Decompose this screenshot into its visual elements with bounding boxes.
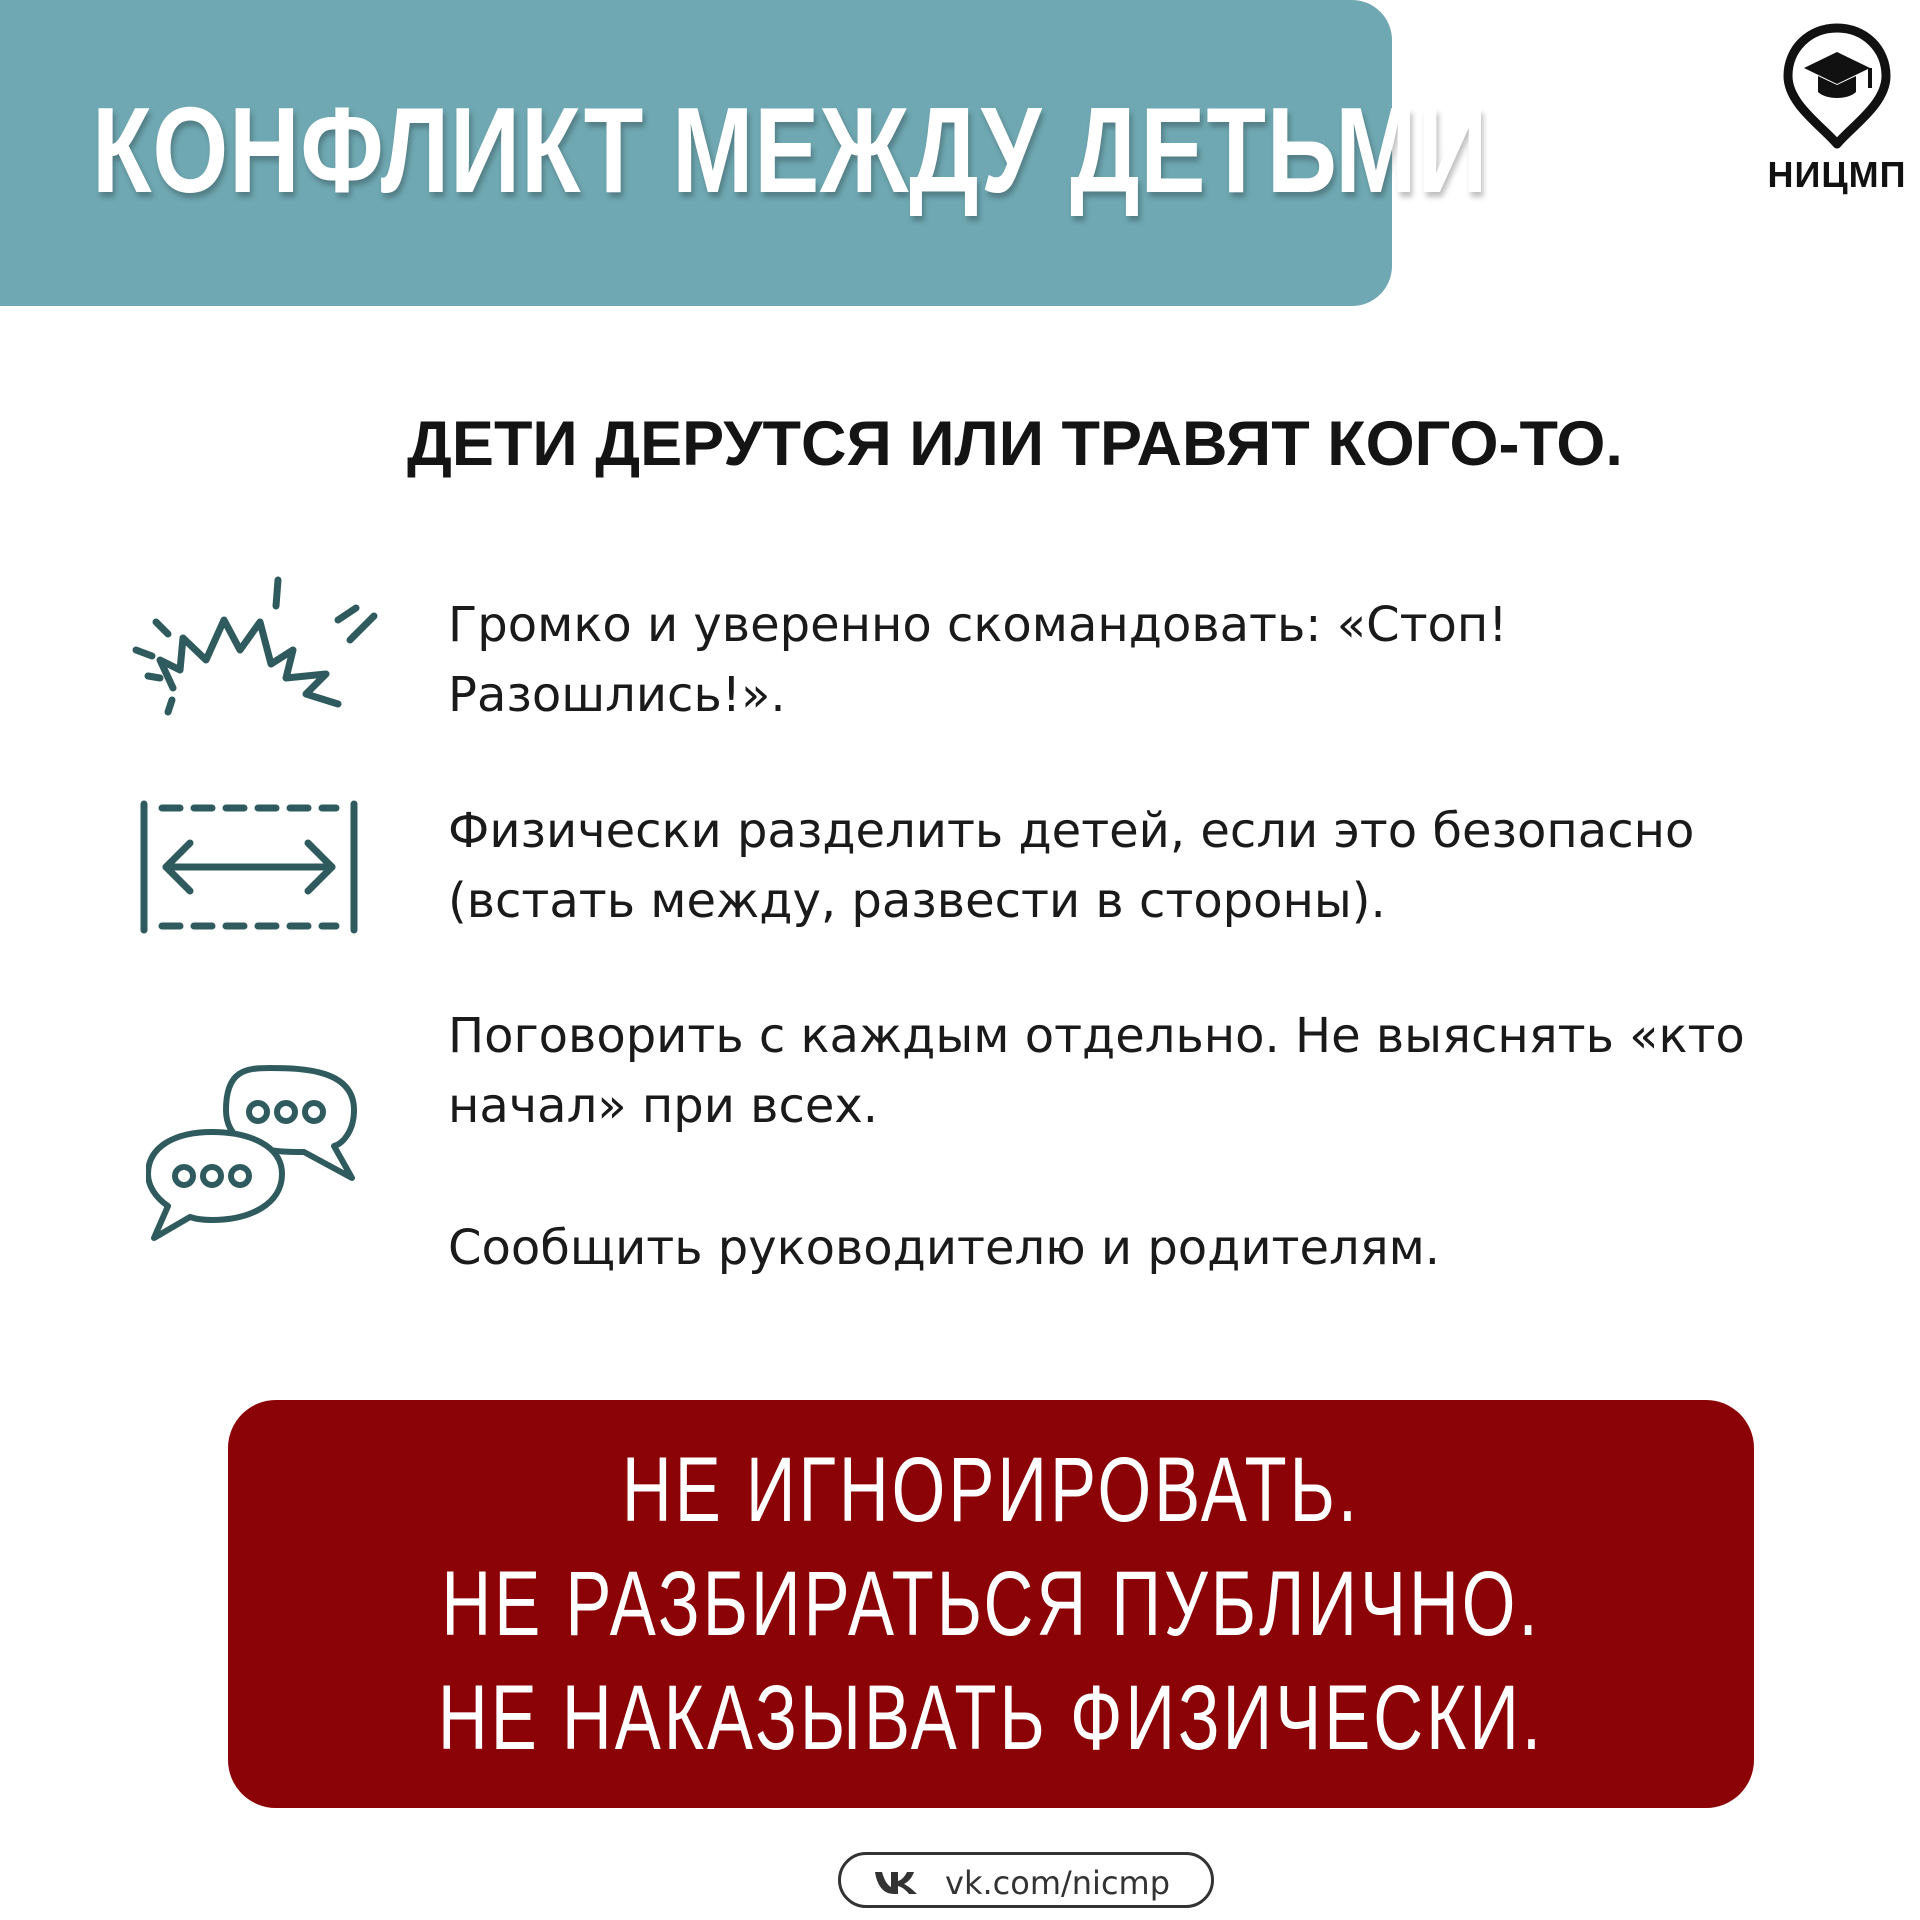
page-title: КОНФЛИКТ МЕЖДУ ДЕТЬМИ — [92, 82, 1489, 218]
chat-bubbles-icon — [146, 1060, 366, 1250]
step-item-2: Физически разделить детей, если это безопасно (встать между, развести в стороны). — [448, 803, 1695, 929]
step-item-3: Поговорить с каждым отдельно. Не выяснять «кто начал» при всех. — [448, 1008, 1745, 1134]
vk-link[interactable] — [838, 1852, 1214, 1908]
warning-line-1: НЕ ИГНОРИРОВАТЬ. — [621, 1439, 1361, 1541]
step-item-1: Громко и уверенно скомандовать: «Стоп! Разошлись!». — [448, 597, 1508, 723]
vk-link-text: vk.com/nicmp — [945, 1864, 1171, 1902]
section-heading: ДЕТИ ДЕРУТСЯ ИЛИ ТРАВЯТ КОГО-ТО. — [407, 409, 1623, 479]
separate-arrows-icon — [136, 798, 362, 938]
shout-burst-icon — [128, 570, 378, 720]
logo-text: НИЦМП — [1767, 154, 1907, 195]
logo — [1762, 22, 1912, 195]
warning-line-3: НЕ НАКАЗЫВАТЬ ФИЗИЧЕСКИ. — [437, 1667, 1545, 1769]
vk-icon — [873, 1869, 919, 1895]
warning-line-2: НЕ РАЗБИРАТЬСЯ ПУБЛИЧНО. — [441, 1553, 1541, 1655]
step-item-4: Сообщить руководителю и родителям. — [448, 1220, 1441, 1276]
warning-box — [228, 1400, 1754, 1808]
header-banner — [0, 0, 1489, 306]
graduation-cap-pin-icon — [1782, 22, 1892, 150]
